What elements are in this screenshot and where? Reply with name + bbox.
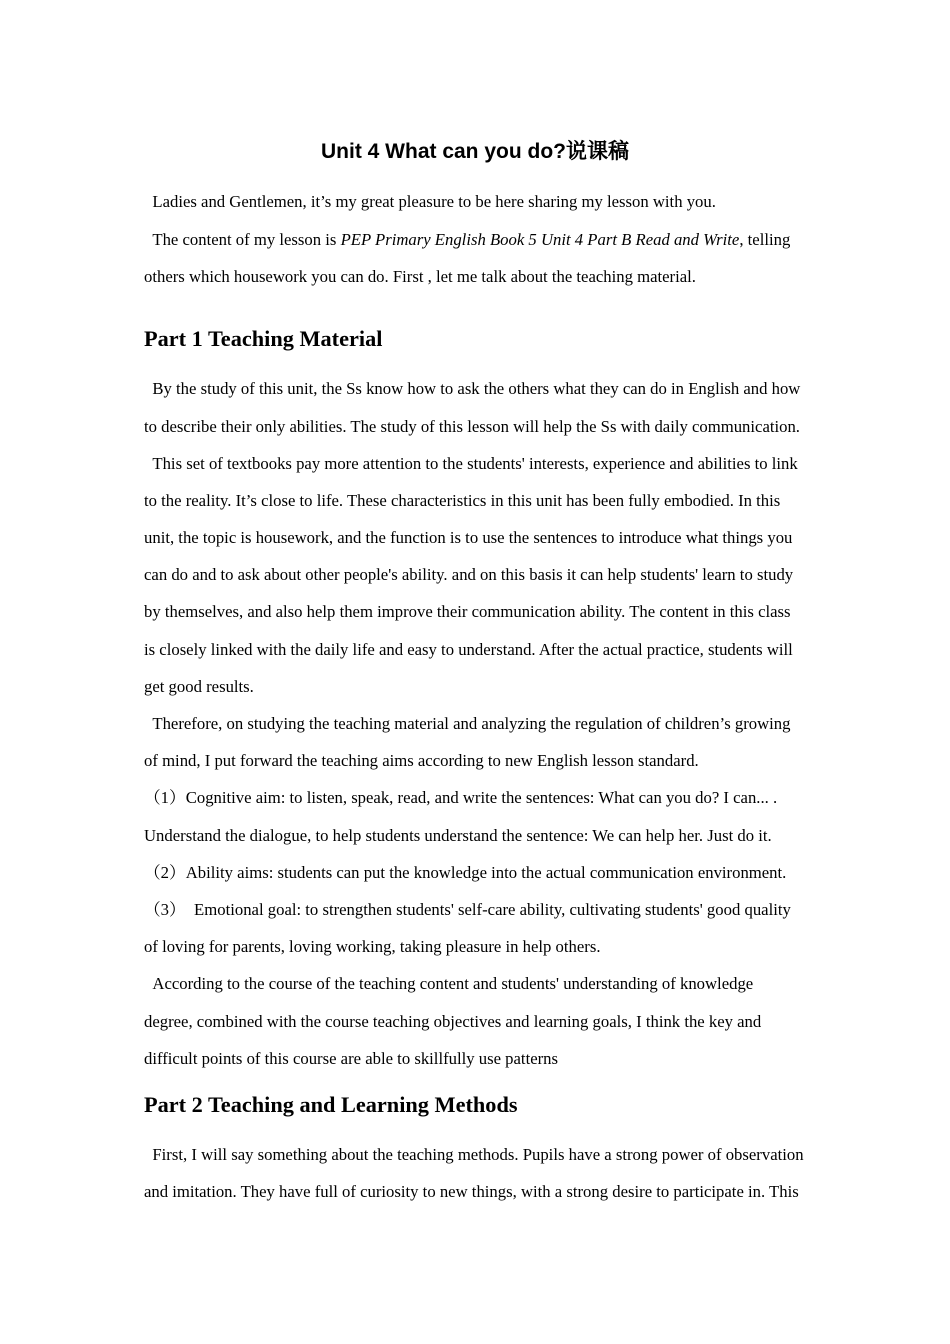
paragraph-line: unit, the topic is housework, and the function is to use the sentences to introduce what things you [144, 528, 793, 548]
part2-paragraph-1 [144, 1136, 806, 1210]
paragraph-line: to describe their only abilities. The study of this lesson will help the Ss with daily communication. [144, 416, 800, 436]
section-heading-part2: Part 2 Teaching and Learning Methods [144, 1091, 518, 1117]
document-body [144, 183, 806, 1210]
paragraph-line: is closely linked with the daily life and easy to understand. After the actual practice, students will [144, 639, 793, 659]
aim-item-3 [144, 891, 806, 965]
paragraph-line: can do and to ask about other people's ability. and on this basis it can help students' learn to study [144, 565, 794, 585]
intro-greeting-paragraph [144, 183, 806, 220]
paragraph-line: Ladies and Gentlemen, it’s my great pleasure to be here sharing my lesson with you. [152, 192, 716, 212]
document-title: Unit 4 What can you do?说课稿 [321, 140, 629, 163]
paragraph-line: degree, combined with the course teaching objectives and learning goals, I think the key and [144, 1011, 762, 1031]
content-lead-text: The content of my lesson is [152, 229, 341, 249]
part1-paragraph-4 [144, 965, 806, 1077]
book-title-italic: PEP Primary English Book 5 Unit 4 Part B Read and Write [340, 229, 740, 249]
paragraph-line: First, I will say something about the teaching methods. Pupils have a strong power of observation [152, 1145, 804, 1165]
paragraph-line: by themselves, and also help them improve their communication ability. The content in this class [144, 602, 791, 622]
paragraph-line: Therefore, on studying the teaching material and analyzing the regulation of children’s growing [152, 714, 791, 734]
paragraph-line: This set of textbooks pay more attention to the students' interests, experience and abilities to link [152, 453, 798, 473]
paragraph-line: others which housework you can do. First , let me talk about the teaching material. [144, 266, 696, 286]
paragraph-line [144, 221, 806, 258]
paragraph-line: （3） Emotional goal: to strengthen students' self-care ability, cultivating students' good quality [144, 899, 791, 919]
paragraph-line: （2）Ability aims: students can put the knowledge into the actual communication environment. [144, 862, 787, 882]
paragraph-line: According to the course of the teaching content and students' understanding of knowledge [152, 974, 754, 994]
paragraph-line: difficult points of this course are able to skillfully use patterns [144, 1048, 559, 1068]
paragraph-line: to the reality. It’s close to life. These characteristics in this unit has been fully embodied. In this [144, 490, 781, 510]
paragraph-line: and imitation. They have full of curiosity to new things, with a strong desire to participate in. This [144, 1182, 799, 1202]
part1-paragraph-2 [144, 445, 806, 705]
aim-item-2 [144, 854, 806, 891]
part1-paragraph-1 [144, 370, 806, 444]
paragraph-line: By the study of this unit, the Ss know how to ask the others what they can do in English and how [152, 379, 801, 399]
paragraph-line: Understand the dialogue, to help students understand the sentence: We can help her. Just do it. [144, 825, 772, 845]
paragraph-line: （1）Cognitive aim: to listen, speak, read, and write the sentences: What can you do? I can... . [144, 788, 778, 808]
intro-content-paragraph [144, 221, 806, 295]
paragraph-line: of loving for parents, loving working, taking pleasure in help others. [144, 937, 601, 957]
section-heading-part1: Part 1 Teaching Material [144, 325, 383, 351]
paragraph-line: get good results. [144, 676, 254, 696]
paragraph-line: of mind, I put forward the teaching aims according to new English lesson standard. [144, 751, 699, 771]
part1-paragraph-3 [144, 705, 806, 779]
aim-item-1 [144, 779, 806, 853]
content-tail-text: , telling [739, 229, 791, 249]
